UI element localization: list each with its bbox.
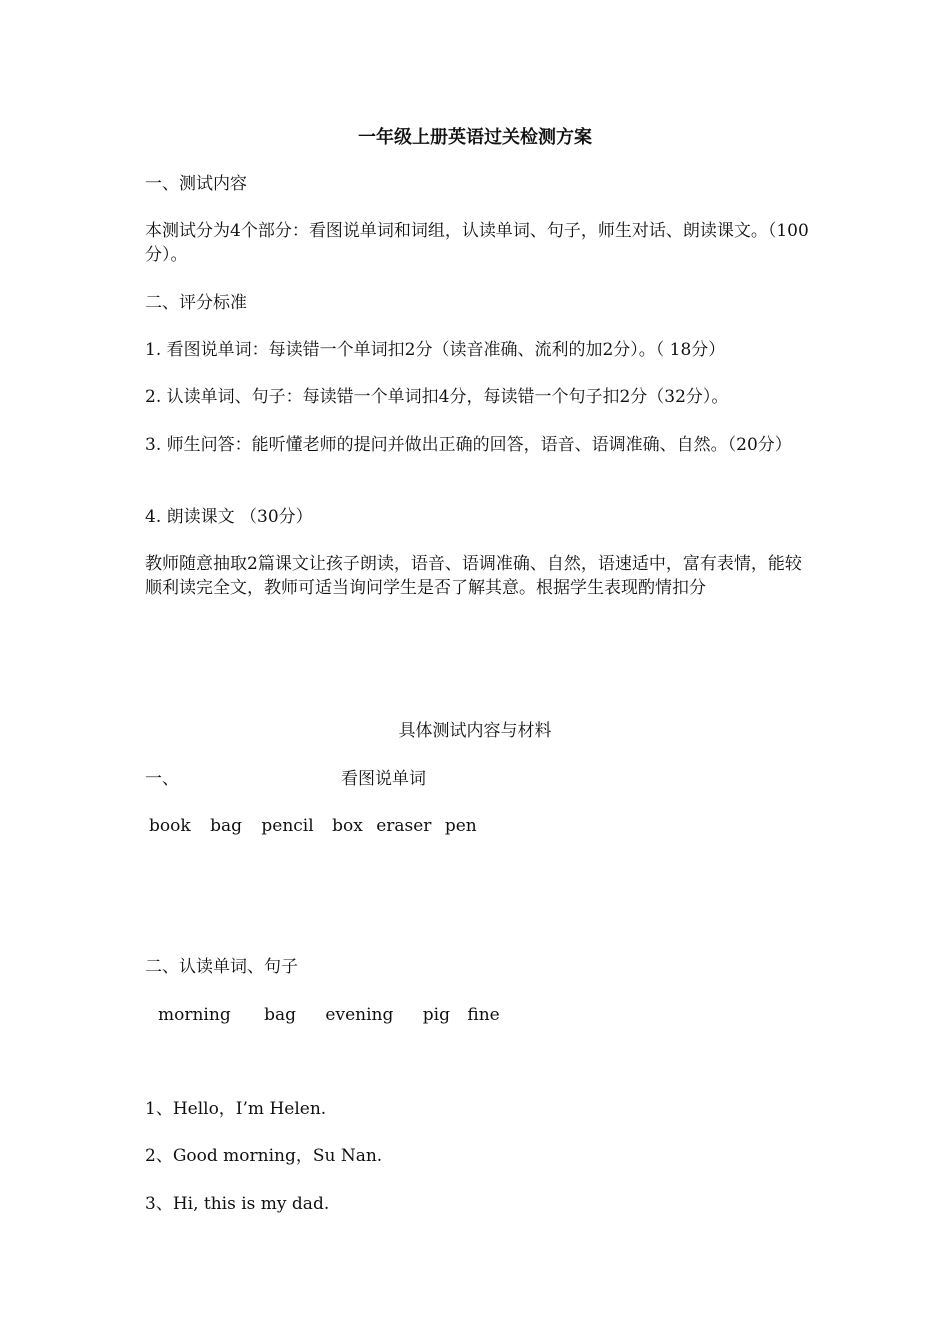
sentence-3: 3、Hi, this is my dad. [145, 1194, 330, 1214]
word-item: eraser [376, 816, 432, 836]
part1-heading: 看图说单词 [341, 769, 426, 789]
scoring-item-4: 4. 朗读课文 （30分） [145, 507, 313, 527]
section-heading-scoring: 二、评分标准 [145, 293, 247, 313]
word-item: evening [325, 1005, 394, 1025]
materials-title: 具体测试内容与材料 [398, 721, 552, 741]
part1-heading-line [145, 767, 810, 791]
sentence-2: 2、Good morning，Su Nan. [145, 1146, 383, 1166]
word-item: morning [158, 1005, 231, 1025]
part2-word-list [158, 1003, 823, 1027]
reading-note: 教师随意抽取2篇课文让孩子朗读，语音、语调准确、自然，语速适中，富有表情，能较顺利读完全文，教师可适当询问学生是否了解其意。根据学生表现酌情扣分 [145, 554, 802, 598]
word-item: book [149, 816, 191, 836]
word-item: fine [467, 1005, 500, 1025]
word-item: bag [210, 816, 242, 836]
word-item: pen [444, 816, 477, 836]
word-item: pencil [261, 816, 314, 836]
word-item: box [332, 816, 363, 836]
scoring-item-2: 2. 认读单词、句子：每读错一个单词扣4分，每读错一个句子扣2分（32分）。 [145, 387, 729, 407]
section-heading-content: 一、测试内容 [145, 174, 247, 194]
part2-heading: 二、认读单词、句子 [145, 957, 298, 977]
section-content-body: 本测试分为4个部分：看图说单词和词组，认读单词、句子，师生对话、朗读课文。（100分）。 [145, 221, 809, 265]
sentence-1: 1、Hello，I’m Helen. [145, 1099, 327, 1119]
document-title: 一年级上册英语过关检测方案 [358, 127, 592, 148]
part1-number: 一、 [145, 769, 179, 789]
word-item: bag [264, 1005, 297, 1025]
scoring-item-1: 1. 看图说单词：每读错一个单词扣2分（读音准确、流利的加2分）。（ 18分） [145, 340, 726, 360]
scoring-item-3: 3. 师生问答：能听懂老师的提问并做出正确的回答，语音、语调准确、自然。（20分） [145, 435, 792, 455]
word-item: pig [422, 1005, 450, 1025]
part1-word-list [149, 814, 814, 838]
